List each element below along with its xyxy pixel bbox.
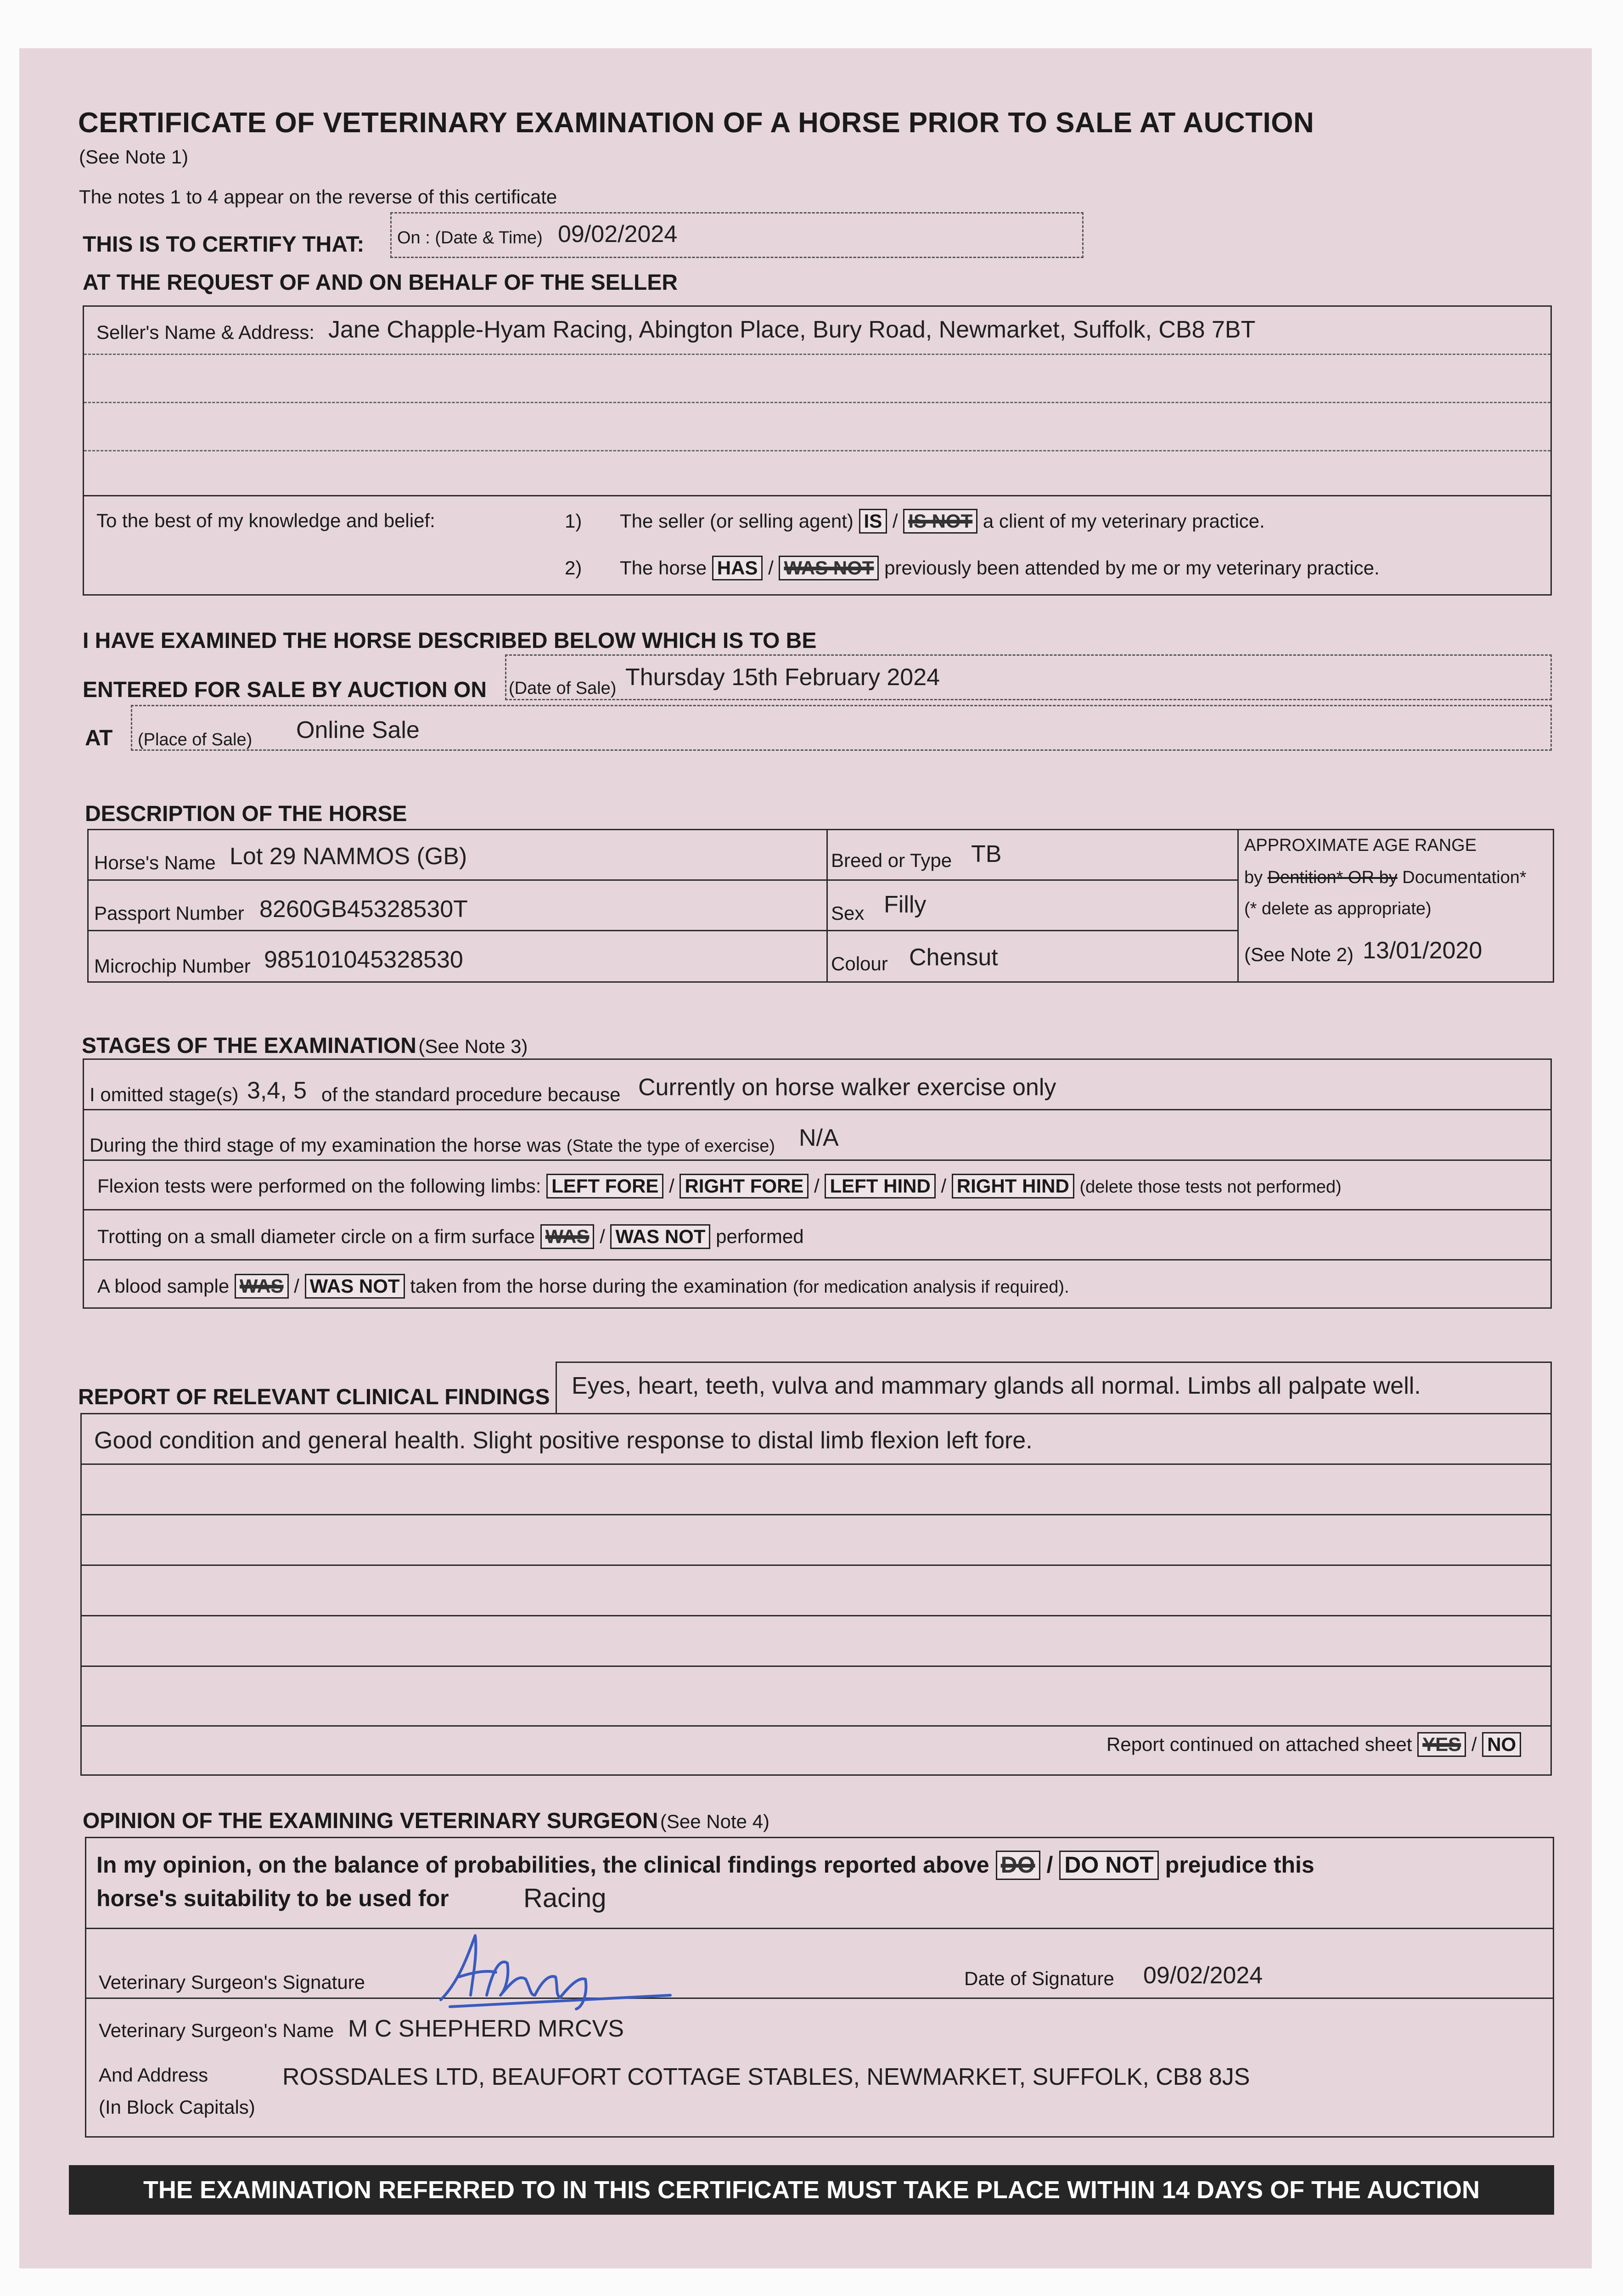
age-by: by: [1244, 868, 1263, 887]
examined-label: I HAVE EXAMINED THE HORSE DESCRIBED BELOW WHICH IS TO BE: [83, 629, 817, 653]
item2-separator: /: [768, 557, 774, 579]
date-of-signature-value: 09/02/2024: [1143, 1962, 1263, 1989]
desc-row-divider-2: [89, 930, 1237, 931]
date-of-signature-label: Date of Signature: [964, 1968, 1114, 1989]
continued-label: Report continued on attached sheet: [1106, 1733, 1412, 1755]
blood-label: A blood sample: [97, 1275, 230, 1297]
age-range-method: [1244, 868, 1527, 888]
breed-value: TB: [971, 841, 1002, 867]
microchip-label: Microchip Number: [94, 955, 251, 977]
trot-was-not-option[interactable]: WAS NOT: [610, 1224, 710, 1249]
blood-post: taken from the horse during the examination: [410, 1275, 788, 1297]
colour-label: Colour: [831, 953, 888, 974]
sale-date-value: Thursday 15th February 2024: [625, 664, 940, 691]
certify-label: THIS IS TO CERTIFY THAT:: [83, 232, 365, 257]
item1-number: 1): [565, 510, 582, 532]
microchip-value: 985101045328530: [264, 946, 463, 973]
right-hind-option[interactable]: RIGHT HIND: [952, 1174, 1074, 1199]
item1-separator: /: [892, 510, 898, 532]
stages-row-4: [84, 1259, 1550, 1261]
do-option[interactable]: DO: [996, 1851, 1040, 1880]
findings-line-3: [82, 1564, 1550, 1566]
is-option[interactable]: IS: [859, 509, 887, 534]
opinion-heading-row: [83, 1808, 769, 1834]
stages-heading-row: [82, 1033, 528, 1058]
desc-col-divider-2: [1237, 830, 1239, 981]
opinion-divider-2: [86, 1998, 1553, 1999]
findings-line1-value[interactable]: Eyes, heart, teeth, vulva and mammary glands all normal. Limbs all palpate well.: [572, 1373, 1421, 1399]
item2-text-pre: The horse: [619, 557, 707, 579]
findings-box: [80, 1413, 1552, 1776]
flexion-label: Flexion tests were performed on the following limbs:: [97, 1175, 541, 1197]
third-stage-note: (State the type of exercise): [566, 1137, 775, 1156]
trot-separator: /: [600, 1226, 605, 1247]
blood-note: (for medication analysis if required).: [792, 1277, 1069, 1297]
colour-value: Chensut: [909, 944, 998, 971]
seller-line-1: [84, 354, 1550, 355]
vet-name-label: Veterinary Surgeon's Name: [99, 2020, 334, 2041]
opinion-text-pre: In my opinion, on the balance of probabilities, the clinical findings reported above: [96, 1852, 989, 1878]
horse-name-value: Lot 29 NAMMOS (GB): [230, 843, 467, 870]
continued-row: [1106, 1732, 1521, 1757]
opinion-text-post: prejudice this: [1165, 1852, 1314, 1878]
entered-label: ENTERED FOR SALE BY AUCTION ON: [83, 678, 487, 702]
address-value: ROSSDALES LTD, BEAUFORT COTTAGE STABLES, NEWMARKET, SUFFOLK, CB8 8JS: [282, 2064, 1250, 2090]
stages-heading: STAGES OF THE EXAMINATION: [82, 1034, 416, 1058]
sale-place-value: Online Sale: [296, 717, 420, 743]
age-range-heading: APPROXIMATE AGE RANGE: [1244, 836, 1477, 855]
knowledge-item1: [565, 509, 1265, 534]
third-stage-label: During the third stage of my examination the horse was: [90, 1134, 562, 1156]
sale-date-label: (Date of Sale): [509, 679, 617, 698]
trot-label: Trotting on a small diameter circle on a firm surface: [97, 1226, 535, 1247]
seller-divider: [84, 495, 1550, 496]
stages-row-2: [84, 1159, 1550, 1161]
flexion-sep-2: /: [814, 1175, 820, 1197]
findings-line-5: [82, 1666, 1550, 1667]
omitted-reason-value: Currently on horse walker exercise only: [638, 1074, 1056, 1101]
omitted-label: I omitted stage(s): [90, 1084, 239, 1105]
knowledge-label: To the best of my knowledge and belief:: [96, 510, 435, 531]
blood-separator: /: [294, 1275, 299, 1297]
flexion-sep-3: /: [941, 1175, 947, 1197]
has-option[interactable]: HAS: [712, 556, 763, 580]
footer-notice: THE EXAMINATION REFERRED TO IN THIS CERTIFICATE MUST TAKE PLACE WITHIN 14 DAYS OF THE AUCTION: [69, 2165, 1554, 2215]
item2-number: 2): [565, 557, 582, 579]
third-stage-row: [90, 1134, 775, 1156]
blood-was-option[interactable]: WAS: [235, 1274, 289, 1299]
passport-value: 8260GB45328530T: [259, 896, 468, 923]
see-note-1: (See Note 1): [79, 146, 189, 168]
findings-line-2: [82, 1514, 1550, 1515]
notes-line: The notes 1 to 4 appear on the reverse of this certificate: [79, 186, 557, 208]
flexion-sep-1: /: [669, 1175, 674, 1197]
seller-label: Seller's Name & Address:: [96, 321, 314, 343]
trot-was-option[interactable]: WAS: [540, 1224, 595, 1249]
page-title: CERTIFICATE OF VETERINARY EXAMINATION OF A HORSE PRIOR TO SALE AT AUCTION: [78, 107, 1314, 139]
findings-line-4: [82, 1615, 1550, 1616]
left-hind-option[interactable]: LEFT HIND: [825, 1174, 935, 1199]
description-heading: DESCRIPTION OF THE HORSE: [85, 802, 407, 826]
continued-separator: /: [1471, 1733, 1477, 1755]
continued-no-option[interactable]: NO: [1482, 1732, 1521, 1757]
trot-post: performed: [716, 1226, 804, 1247]
desc-row-divider-1: [89, 879, 1237, 881]
trot-row: [97, 1224, 804, 1249]
continued-yes-option[interactable]: YES: [1417, 1732, 1466, 1757]
findings-heading: REPORT OF RELEVANT CLINICAL FINDINGS: [78, 1385, 550, 1409]
knowledge-item2: [565, 556, 1380, 580]
was-not-option[interactable]: WAS NOT: [779, 556, 879, 580]
horse-name-label: Horse's Name: [94, 852, 216, 873]
age-delete-note: (* delete as appropriate): [1244, 899, 1432, 918]
is-not-option[interactable]: IS NOT: [903, 509, 977, 534]
findings-line-6: [82, 1725, 1550, 1727]
left-fore-option[interactable]: LEFT FORE: [546, 1174, 663, 1199]
at-label: AT: [85, 726, 113, 750]
blood-was-not-option[interactable]: WAS NOT: [305, 1274, 405, 1299]
stages-row-1: [84, 1109, 1550, 1110]
opinion-heading: OPINION OF THE EXAMINING VETERINARY SURGEON: [83, 1809, 658, 1833]
desc-col-divider-1: [826, 830, 828, 981]
seller-line-2: [84, 402, 1550, 403]
breed-label: Breed or Type: [831, 850, 952, 871]
sex-value: Filly: [884, 891, 927, 918]
signature-image: [432, 1926, 689, 2014]
third-stage-value: N/A: [799, 1125, 839, 1151]
item2-text-post: previously been attended by me or my veterinary practice.: [884, 557, 1380, 579]
signature-label: Veterinary Surgeon's Signature: [99, 1971, 365, 1993]
item1-text-post: a client of my veterinary practice.: [983, 510, 1265, 532]
opinion-statement: [96, 1851, 1314, 1880]
address-label-note: (In Block Capitals): [99, 2096, 255, 2118]
sale-place-label: (Place of Sale): [138, 730, 253, 749]
seller-line-3: [84, 450, 1550, 451]
age-documentation[interactable]: Documentation*: [1402, 868, 1527, 887]
date-time-label: On : (Date & Time): [397, 228, 543, 248]
passport-label: Passport Number: [94, 902, 244, 924]
opinion-heading-note: (See Note 4): [660, 1811, 770, 1832]
omitted-stages-value: 3,4, 5: [247, 1077, 307, 1104]
date-time-value: 09/02/2024: [558, 221, 678, 248]
stages-row-3: [84, 1209, 1550, 1210]
suitability-use-value: Racing: [523, 1883, 607, 1913]
flexion-note: (delete those tests not performed): [1079, 1177, 1342, 1197]
blood-row: [97, 1274, 1069, 1299]
findings-line-1: [82, 1463, 1550, 1465]
stages-heading-note: (See Note 3): [418, 1035, 528, 1057]
opinion-separator: /: [1046, 1852, 1053, 1878]
do-not-option[interactable]: DO NOT: [1059, 1851, 1158, 1880]
opinion-line2: horse's suitability to be used for: [96, 1885, 449, 1911]
request-label: AT THE REQUEST OF AND ON BEHALF OF THE SELLER: [83, 270, 678, 295]
opinion-divider-1: [86, 1928, 1553, 1929]
findings-line2-value[interactable]: Good condition and general health. Slight positive response to distal limb flexion left fore.: [94, 1427, 1033, 1454]
age-dentition-struck[interactable]: Dentition* OR by: [1267, 868, 1398, 887]
omitted-because: of the standard procedure because: [321, 1084, 621, 1105]
seller-value[interactable]: Jane Chapple-Hyam Racing, Abington Place, Bury Road, Newmarket, Suffolk, CB8 7BT: [328, 316, 1256, 343]
flexion-row: [97, 1174, 1342, 1199]
address-label: And Address: [99, 2064, 208, 2086]
item1-text-pre: The seller (or selling agent): [619, 510, 854, 532]
sex-label: Sex: [831, 902, 865, 924]
vet-name-value: M C SHEPHERD MRCVS: [348, 2015, 624, 2042]
right-fore-option[interactable]: RIGHT FORE: [680, 1174, 809, 1199]
age-value: 13/01/2020: [1363, 937, 1483, 964]
age-see-note: (See Note 2): [1244, 944, 1354, 965]
